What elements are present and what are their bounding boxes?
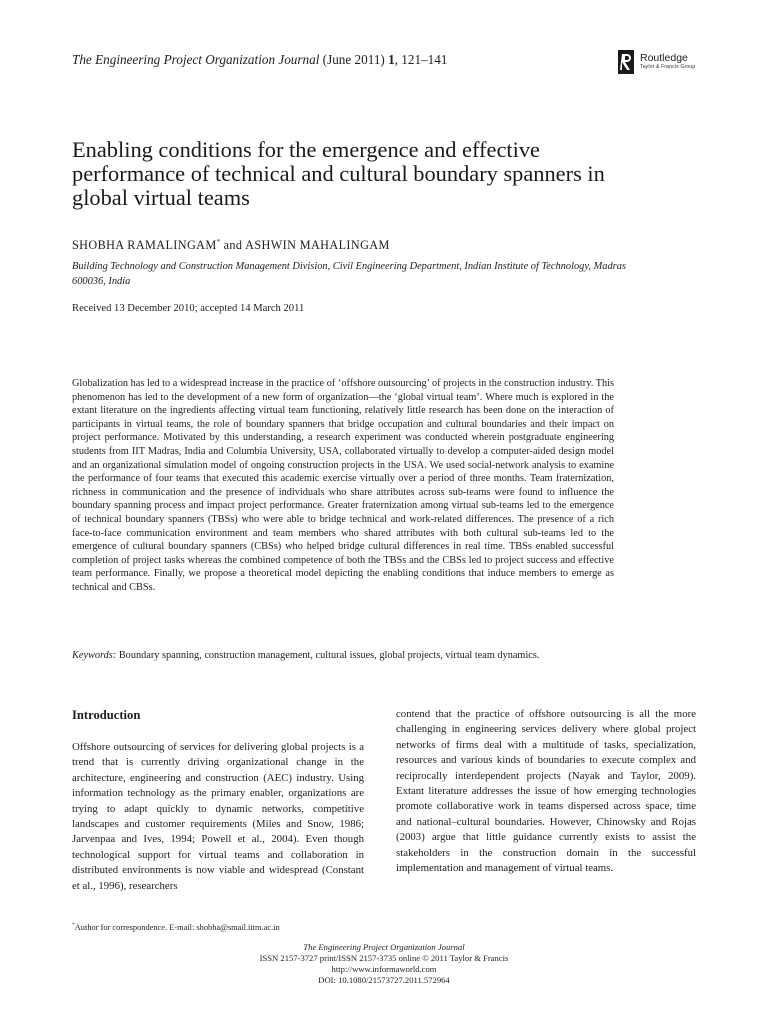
footnote-text: Author for correspondence. E-mail: shobha@smail.iitm.ac.in (74, 922, 280, 932)
journal-name: The Engineering Project Organization Journal (72, 52, 320, 67)
volume-number: 1 (388, 52, 395, 67)
keywords-label: Keywords: (72, 650, 117, 661)
section-heading-introduction: Introduction (72, 708, 141, 722)
journal-citation (72, 52, 447, 68)
publisher-name: Routledge (640, 52, 688, 64)
page-footer (0, 942, 768, 986)
author-affiliation: Building Technology and Construction Management Division, Civil Engineering Department, Indian Institute of Technology, Madras 600036, India (72, 261, 626, 287)
author-2: ASHWIN MAHALINGAM (245, 238, 390, 253)
comma-sep: , (394, 52, 398, 67)
body-column-left: Offshore outsourcing of services for delivering global projects is a trend that is currently driving organizational change in the architecture, engineering and construction (AEC) industry. Using information technology as the primary enabler, organizations are trying to adapt quickly to dynamic networks, competitive landscapes and customer requirements (Miles and Snow, 1986; Jarvenpaa and Ives, 1994; Powell et al., 2004). Even though technological support for virtual teams and collaboration in distributed environments is now viable and widespread (Constant et al., 1996), researchers (72, 741, 364, 892)
publisher-group: Taylor & Francis Group (640, 64, 696, 70)
issue-date: (June 2011) (322, 52, 385, 67)
keywords-list: Boundary spanning, construction management, cultural issues, global projects, virtual team dynamics. (118, 650, 540, 661)
received-dates: Received 13 December 2010; accepted 14 March 2011 (72, 303, 305, 314)
article-title: Enabling conditions for the emergence and effective performance of technical and cultural boundary spanners in global virtual teams (72, 137, 605, 210)
correspondence-footnote (72, 920, 280, 933)
abstract-text: Globalization has led to a widespread increase in the practice of ‘offshore outsourcing’ of projects in the construction industry. This phenomenon has led to the development of a new form of organization—the ‘global virtual team’. Where much is explored in the extant literature on the ingredients affecting virtual team functioning, relatively little research has been done on the interaction of participants in virtual teams, the role of boundary spanners that bridge occupation and cultural boundaries and their impact on project performance. Motivated by this understanding, a research experiment was conducted wherein postgraduate engineering students from IIT Madras, India and Columbia University, USA, collaborated virtually to develop a computer-aided design model and an organizational simulation model of ongoing construction projects in the USA. We used social-network analysis to examine the performance of four teams that executed this academic exercise virtually over a period of three months. Team fraternization, richness in communication and the presence of individuals who share attributes across sub-teams were found to influence the boundary spanning process and impact project performance. Greater fraternization among virtual sub-teams led to the emergence of technical boundary spanners (TBSs) who were able to bridge technical and work-related differences. The presence of a rich face-to-face communication environment and team members who shared attributes with both cultural sub-teams led to the emergence of cultural boundary spanners (CBSs) who helped bridge cultural differences in real time. TBSs enabled successful completion of project tasks whereas the combined competence of both the TBSs and the CBSs led to project success and effective team performance. Finally, we propose a theoretical model depicting the enabling conditions that induce members to emerge as technical and CBSs. (72, 378, 614, 593)
footer-issn: ISSN 2157-3727 print/ISSN 2157-3735 online © 2011 Taylor & Francis (259, 953, 509, 963)
body-column-right: contend that the practice of offshore outsourcing is all the more challenging in engineering services delivery where global project networks of firms deal with a multitude of tasks, specialization, resources and various kinds of boundaries to execute complex and reciprocally interdependent projects (Nayak and Taylor, 2009). Extant literature addresses the issue of how emerging technologies promote collaborative work in teams dispersed across space, time and national–cultural boundaries. However, Chinowsky and Rojas (2003) argue that little guidance currently exists to assist the stakeholders in the construction domain in the successful implementation and management of virtual teams. (396, 708, 696, 875)
footnote-mark: * (72, 922, 75, 928)
author-list (72, 235, 390, 253)
footer-url[interactable]: http://www.informaworld.com (331, 964, 437, 974)
keywords-line (72, 649, 614, 663)
footer-doi[interactable]: DOI: 10.1080/21573727.2011.572964 (318, 975, 450, 985)
publisher-mark (640, 52, 695, 71)
author-1: SHOBHA RAMALINGAM (72, 238, 217, 253)
author-joiner: and (223, 238, 243, 253)
correspondence-mark: * (216, 238, 221, 246)
page-range: 121–141 (401, 52, 448, 67)
footer-journal-name: The Engineering Project Organization Journal (303, 942, 465, 952)
